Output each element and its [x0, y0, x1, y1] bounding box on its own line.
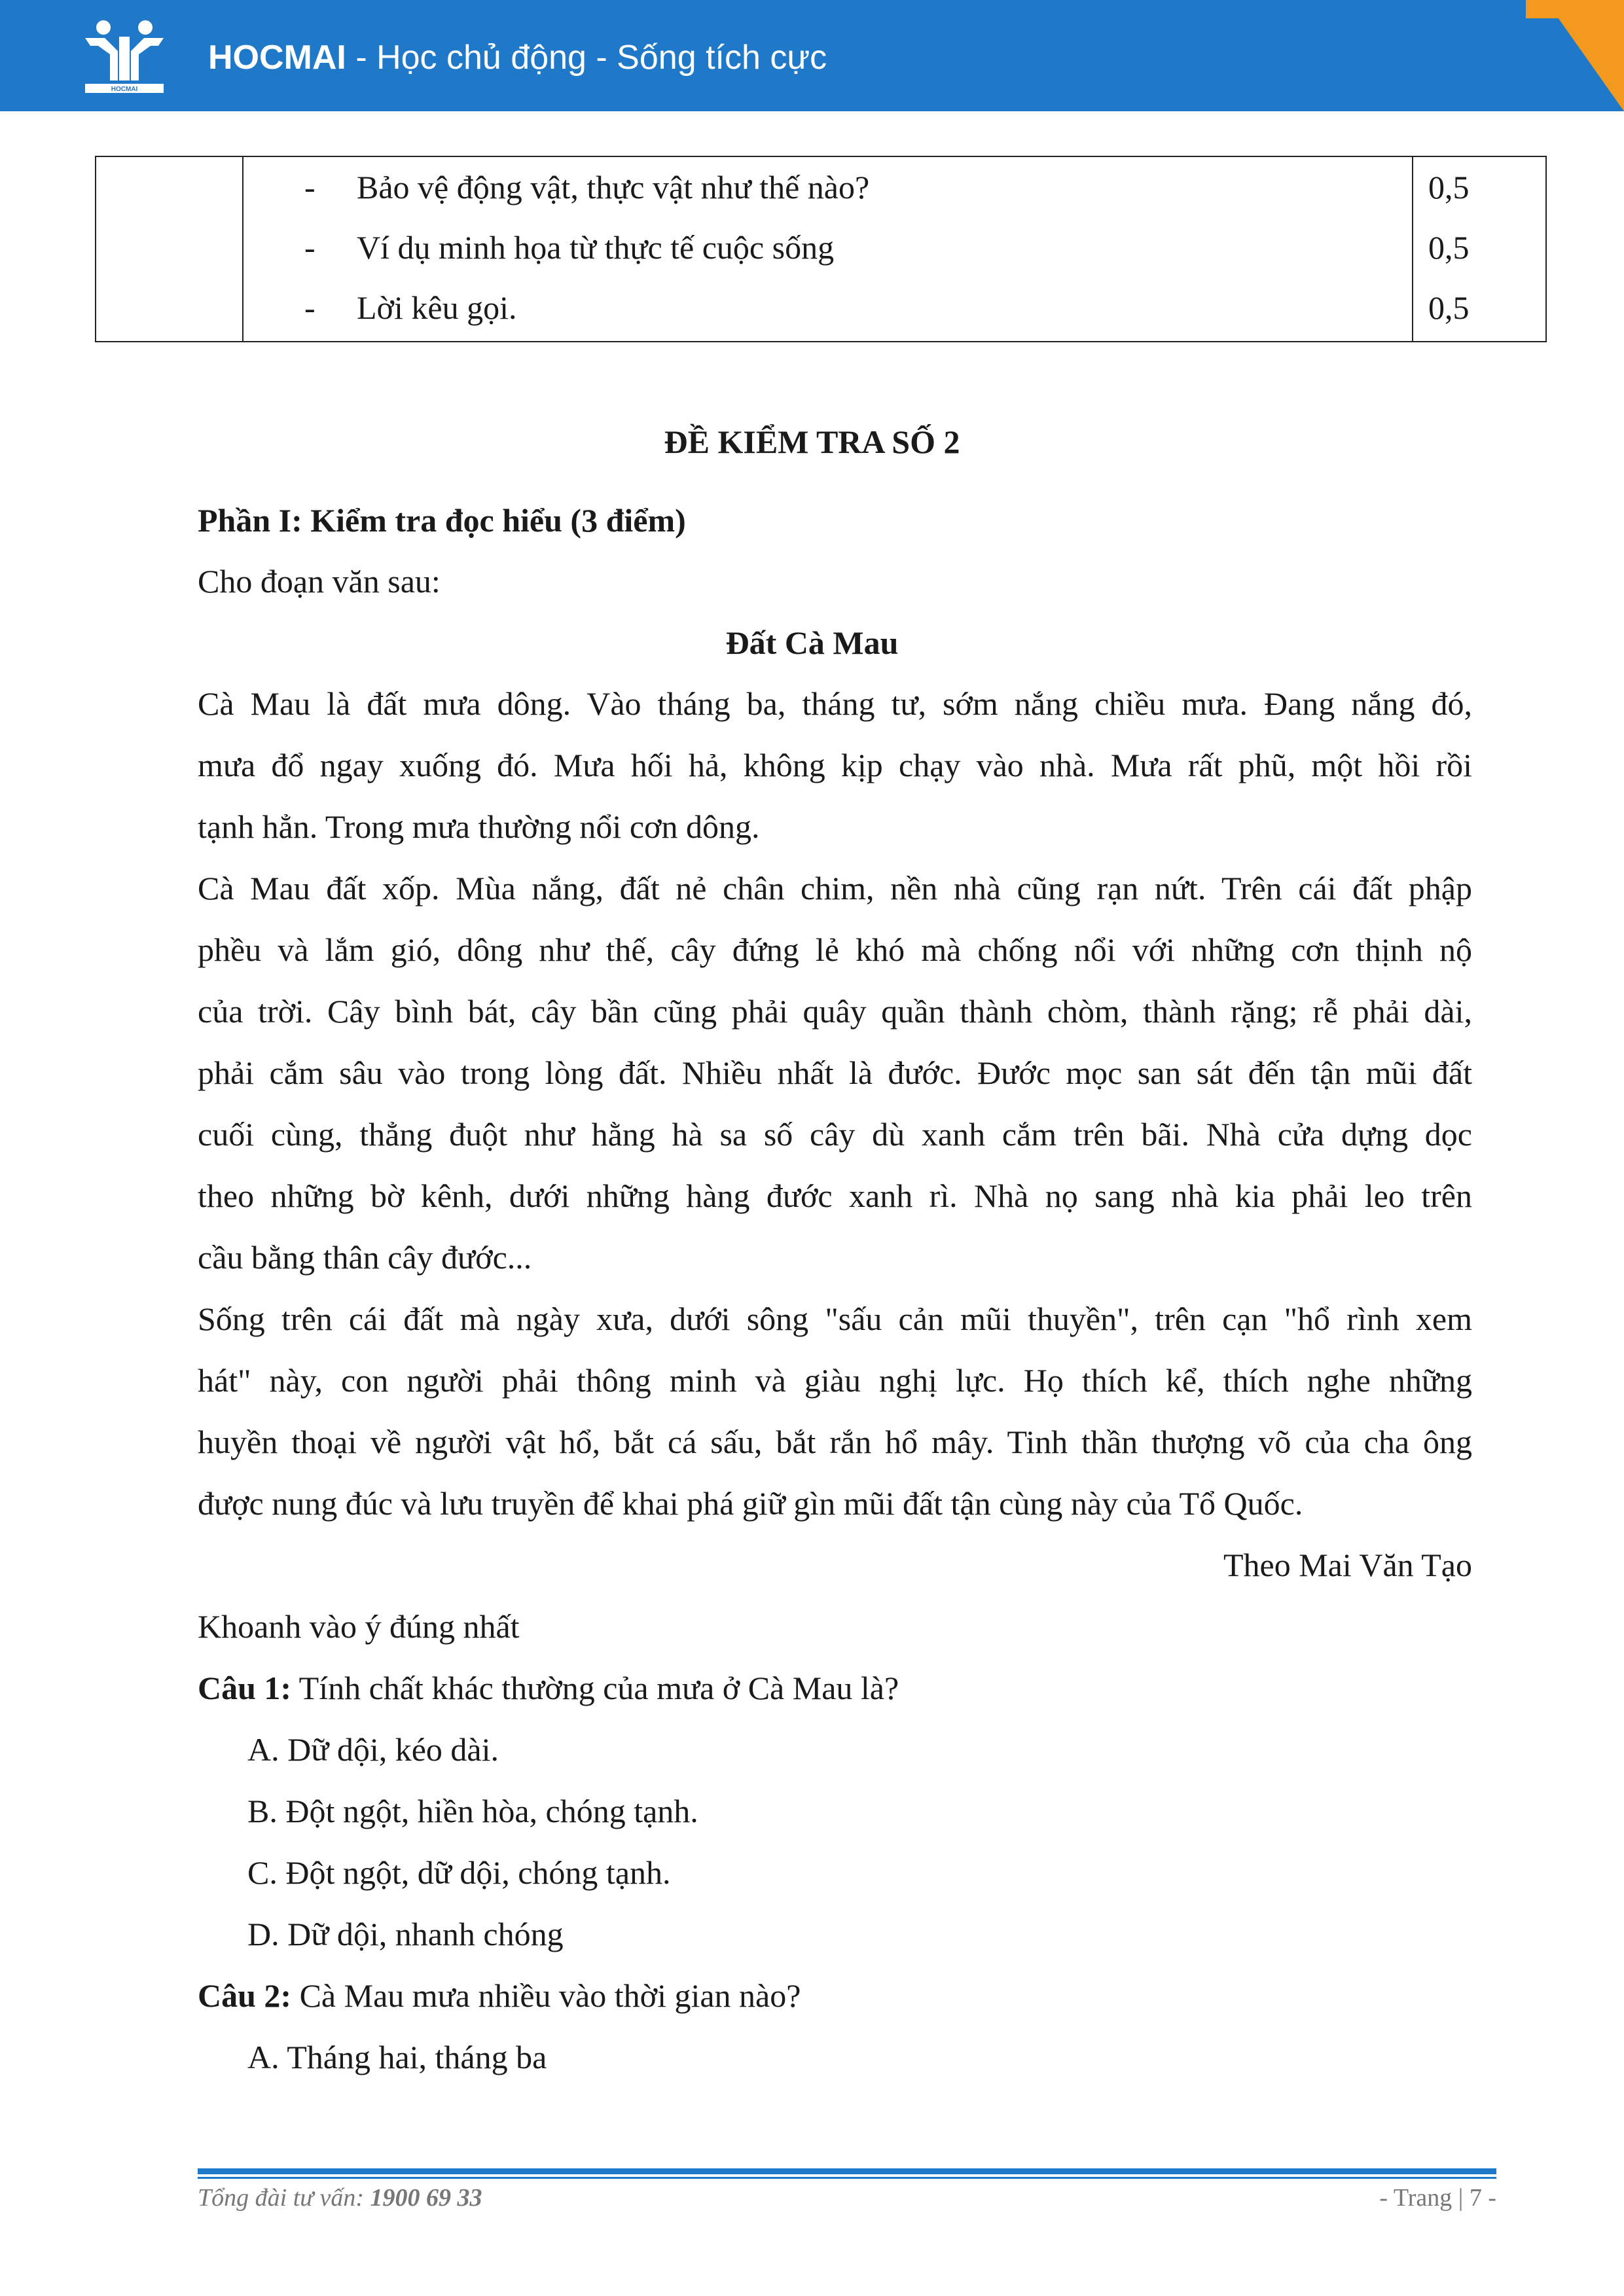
row-text: Bảo vệ động vật, thực vật như thế nào?: [357, 169, 870, 206]
table-row: [96, 157, 1545, 217]
footer-hotline: [198, 2183, 482, 2212]
answer-option-b[interactable]: B. Đột ngột, hiền hòa, chóng tạnh.: [247, 1793, 698, 1829]
passage-line: phều và lắm gió, dông như thế, cây đứng lẻ khó mà chống nổi với những cơn thịnh nộ: [198, 931, 1472, 968]
brand-name: HOCMAI: [208, 39, 346, 77]
answer-option-d[interactable]: D. Dữ dội, nhanh chóng: [247, 1916, 564, 1952]
answer-option-c[interactable]: C. Đột ngột, dữ dội, chóng tạnh.: [247, 1854, 671, 1891]
row-dash: -: [304, 229, 316, 266]
table-row: [96, 217, 1545, 278]
instruction-text: Khoanh vào ý đúng nhất: [198, 1608, 520, 1645]
answer-option-a[interactable]: A. Tháng hai, tháng ba: [247, 2039, 547, 2075]
passage-line: Cà Mau đất xốp. Mùa nắng, đất nẻ chân chim, nền nhà cũng rạn nứt. Trên cái đất phập: [198, 870, 1472, 906]
passage-line: theo những bờ kênh, dưới những hàng đước xanh rì. Nhà nọ sang nhà kia phải leo trên: [198, 1177, 1472, 1214]
table-row: [96, 278, 1545, 338]
passage-line: huyền thoại về người vật hổ, bắt cá sấu, bắt rắn hổ mây. Tinh thần thượng võ của cha ông: [198, 1424, 1472, 1460]
question-label: Câu 1:: [198, 1670, 292, 1706]
passage-line: cầu bằng thân cây đước...: [198, 1239, 532, 1276]
passage-line: mưa đổ ngay xuống đó. Mưa hối hả, không kịp chạy vào nhà. Mưa rất phũ, một hồi rồi: [198, 747, 1472, 783]
rubric-table: [95, 156, 1547, 342]
part1-heading: Phần I: Kiểm tra đọc hiểu (3 điểm): [198, 502, 686, 539]
passage-line: phải cắm sâu vào trong lòng đất. Nhiều nhất là đước. Đước mọc san sát đến tận mũi đất: [198, 1054, 1472, 1091]
row-dash: -: [304, 289, 316, 326]
question-1: [198, 1668, 899, 1708]
hotline-number: 1900 69 33: [370, 2184, 482, 2212]
passage-line: hát" này, con người phải thông minh và giàu nghị lực. Họ thích kể, thích nghe những: [198, 1362, 1472, 1399]
brand-title: [208, 38, 827, 77]
logo-caption: HOCMAI: [111, 86, 138, 93]
page-number: - Trang | 7 -: [1379, 2184, 1496, 2212]
question-2: [198, 1976, 801, 2015]
row-score: 0,5: [1428, 229, 1470, 266]
footer-rule-thin: [198, 2177, 1496, 2179]
exam-title: ĐỀ KIỂM TRA SỐ 2: [664, 423, 960, 460]
passage-source: Theo Mai Văn Tạo: [1223, 1547, 1472, 1583]
question-text: Tính chất khác thường của mưa ở Cà Mau là?: [291, 1670, 899, 1706]
brand-tagline: - Học chủ động - Sống tích cực: [346, 39, 827, 77]
hocmai-logo-icon: [79, 18, 170, 94]
intro-text: Cho đoạn văn sau:: [198, 563, 441, 600]
passage-line: Cà Mau là đất mưa dông. Vào tháng ba, tháng tư, sớm nắng chiều mưa. Đang nắng đó,: [198, 685, 1472, 722]
passage-line: Sống trên cái đất mà ngày xưa, dưới sông "sấu cản mũi thuyền", trên cạn "hổ rình xem: [198, 1300, 1472, 1337]
hotline-label: Tổng đài tư vấn:: [198, 2184, 370, 2212]
header-accent-triangle: [1545, 0, 1624, 111]
passage-line: tạnh hẳn. Trong mưa thường nổi cơn dông.: [198, 808, 760, 845]
passage-line: được nung đúc và lưu truyền để khai phá giữ gìn mũi đất tận cùng này của Tổ Quốc.: [198, 1485, 1303, 1522]
passage-line: cuối cùng, thẳng đuột như hằng hà sa số cây dù xanh cắm trên bãi. Nhà cửa dựng dọc: [198, 1116, 1472, 1153]
question-label: Câu 2:: [198, 1977, 292, 2014]
row-dash: -: [304, 169, 316, 206]
row-text: Lời kêu gọi.: [357, 289, 517, 326]
passage-title: Đất Cà Mau: [725, 624, 899, 661]
row-text: Ví dụ minh họa từ thực tế cuộc sống: [357, 229, 835, 266]
row-score: 0,5: [1428, 289, 1470, 326]
footer-rule: [198, 2168, 1496, 2174]
question-text: Cà Mau mưa nhiều vào thời gian nào?: [291, 1977, 801, 2014]
passage-line: của trời. Cây bình bát, cây bần cũng phải quây quần thành chòm, thành rặng; rễ phải dài,: [198, 993, 1472, 1030]
page-header: [0, 0, 1624, 111]
row-score: 0,5: [1428, 169, 1470, 206]
answer-option-a[interactable]: A. Dữ dội, kéo dài.: [247, 1731, 499, 1768]
